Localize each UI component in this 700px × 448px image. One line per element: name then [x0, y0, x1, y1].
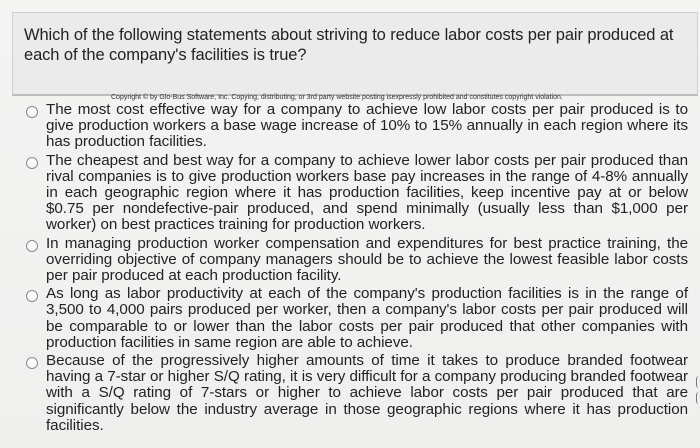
radio-button-icon[interactable]	[26, 290, 38, 302]
answer-option-5[interactable]	[26, 353, 688, 434]
answer-option-label: Because of the progressively higher amounts of time it takes to produce branded footwear having a 7-star or higher S/Q rating, it is very difficult for a company producing branded footwear with a S/Q rating of 7-stars or higher to achieve labor costs per pair produced that are significantly below the industry average in those geographic regions where it has production facilities.	[46, 352, 688, 434]
copyright-notice: Copyright © by Glo-Bus Software, Inc. Copying, distributing, or 3rd party website posting isexpressly prohibited and constitutes copyright violation.	[111, 94, 563, 101]
answer-option-2[interactable]	[26, 153, 688, 234]
answer-option-4[interactable]	[26, 286, 688, 351]
question-text: Which of the following statements about striving to reduce labor costs per pair produced at each of the company's facilities is true?	[24, 26, 674, 64]
radio-button-icon[interactable]	[26, 106, 38, 118]
answer-option-1[interactable]	[26, 102, 688, 151]
answer-option-3[interactable]	[26, 236, 688, 285]
answer-options	[26, 102, 688, 436]
radio-button-icon[interactable]	[26, 240, 38, 252]
answer-option-label: The cheapest and best way for a company to achieve lower labor costs per pair produced than rival companies is to give production workers base pay increases in the range of 4-8% annually in each geographic region where it has production facilities, keep incentive pay at or below $0.75 per nondefective-pair produced, and spend minimally (usually less than $1,000 per worker) on best practices training for production workers.	[46, 151, 688, 234]
radio-button-icon[interactable]	[26, 157, 38, 169]
answer-option-label: In managing production worker compensation and expenditures for best practice training, the overriding objective of company managers should be to achieve the lowest feasible labor costs per pair produced at each production facility.	[46, 234, 688, 285]
answer-option-label: As long as labor productivity at each of the company's production facilities is in the range of 3,500 to 4,000 pairs produced per worker, then a company's labor costs per pair produced will be comparable to or lower than the labor costs per pair produced that other companies with production facilities in same region are able to achieve.	[46, 285, 688, 351]
edge-bracket-icon	[696, 376, 700, 388]
question-box	[12, 12, 698, 101]
radio-button-icon[interactable]	[26, 357, 38, 369]
edge-bracket-icon	[696, 392, 700, 404]
answer-option-label: The most cost effective way for a company to achieve low labor costs per pair produced is to give production workers a base wage increase of 10% to 15% annually in each region where its has production facilities.	[46, 101, 688, 151]
